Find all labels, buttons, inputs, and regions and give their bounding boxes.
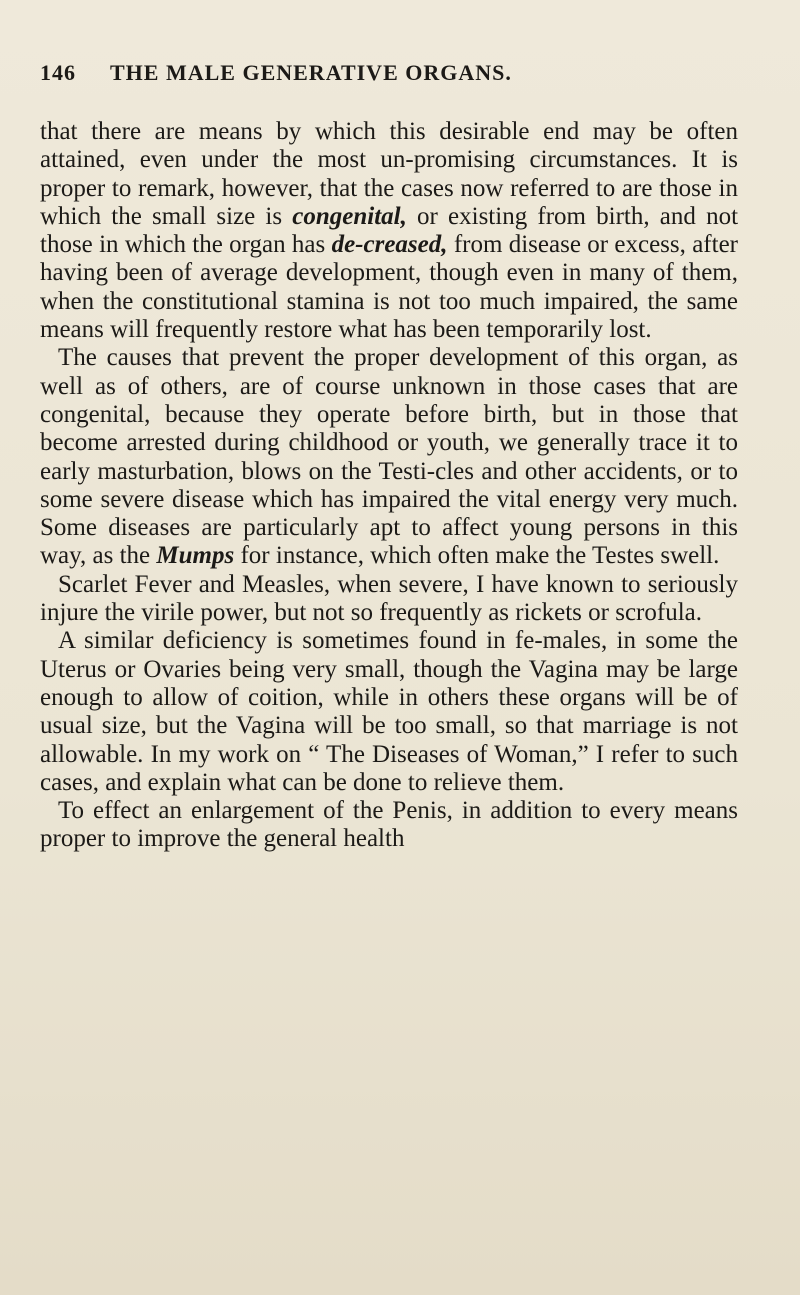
- paragraph-4: A similar deficiency is sometimes found in fe-males, in some the Uterus or Ovaries being very small, though the Vagina may be large enough to allow of coition, while in others these organs will be of usual size, but the Vagina will be too small, so that marriage is not allowable. In my work on “ The Diseases of Woman,” I refer to such cases, and explain what can be done to relieve them.: [40, 627, 738, 796]
- emphasis-mumps: Mumps: [156, 542, 235, 570]
- paragraph-3: Scarlet Fever and Measles, when severe, I have known to seriously injure the virile power, but not so frequently as rickets or scrofula.: [40, 570, 738, 627]
- paragraph-1: that there are means by which this desirable end may be often attained, even under the most un-promising circumstances. It is proper to remark, however, that the cases now referred to are those in which the small size is congenital, or existing from birth, and not those in which the organ has de-creased, from disease or excess, after having been of average development, though even in many of them, when the constitutional stamina is not too much impaired, the same means will frequently restore what has been temporarily lost.: [40, 118, 739, 344]
- page-header: [40, 60, 740, 86]
- running-title: THE MALE GENERATIVE ORGANS.: [110, 60, 512, 85]
- page-number: 146: [40, 60, 76, 85]
- page-body: [40, 118, 738, 854]
- emphasis-congenital: congenital,: [292, 202, 407, 230]
- emphasis-decreased: de-creased,: [331, 231, 448, 259]
- paragraph-2: The causes that prevent the proper development of this organ, as well as of others, are of course unknown in those cases that are congenital, because they operate before birth, but in those that become arrested during childhood or youth, we generally trace it to early masturbation, blows on the Testi-cles and other accidents, or to some severe disease which has impaired the vital energy very much. Some diseases are particularly apt to affect young persons in this way, as the Mumps for instance, which often make the Testes swell.: [40, 344, 738, 570]
- paragraph-5: To effect an enlargement of the Penis, in addition to every means proper to improve the general health: [40, 797, 738, 853]
